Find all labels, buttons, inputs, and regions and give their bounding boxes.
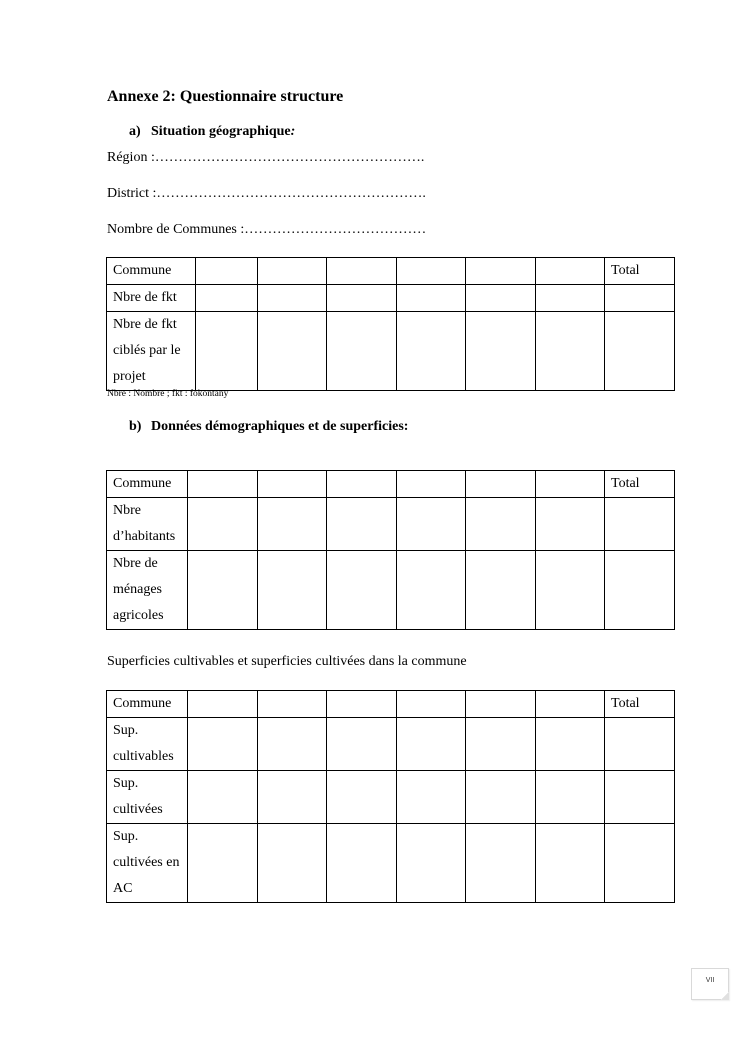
empty-cell (327, 471, 397, 498)
empty-cell (196, 312, 258, 391)
empty-cell (327, 498, 397, 551)
empty-cell (536, 312, 605, 391)
empty-cell (536, 691, 605, 718)
empty-cell (397, 258, 466, 285)
empty-cell (397, 471, 466, 498)
table-header-row (107, 258, 675, 285)
row-label: Nbre de ménages agricoles (107, 551, 188, 630)
empty-cell (258, 471, 327, 498)
table-demographics (106, 470, 675, 630)
section-a-colon: : (290, 124, 296, 139)
row-label: Sup. cultivées (107, 771, 188, 824)
empty-cell (605, 285, 675, 312)
page-title: Annexe 2: Questionnaire structure (107, 88, 344, 105)
empty-cell (536, 471, 605, 498)
header-cell: Commune (107, 258, 196, 285)
empty-cell (605, 498, 675, 551)
page-number-box (691, 968, 729, 1000)
header-cell: Commune (107, 691, 188, 718)
empty-cell (536, 285, 605, 312)
empty-cell (327, 824, 397, 903)
header-cell: Total (605, 471, 675, 498)
empty-cell (327, 285, 397, 312)
table-row (107, 285, 675, 312)
table-row (107, 312, 675, 391)
empty-cell (327, 691, 397, 718)
empty-cell (536, 551, 605, 630)
empty-cell (466, 258, 536, 285)
empty-cell (466, 498, 536, 551)
empty-cell (605, 824, 675, 903)
empty-cell (605, 551, 675, 630)
empty-cell (188, 691, 258, 718)
empty-cell (466, 718, 536, 771)
empty-cell (188, 551, 258, 630)
empty-cell (258, 771, 327, 824)
empty-cell (327, 551, 397, 630)
empty-cell (605, 771, 675, 824)
empty-cell (397, 285, 466, 312)
header-cell: Commune (107, 471, 188, 498)
empty-cell (466, 471, 536, 498)
empty-cell (397, 771, 466, 824)
empty-cell (397, 718, 466, 771)
empty-cell (397, 312, 466, 391)
section-b-title: Données démographiques et de superficies: (151, 419, 409, 434)
empty-cell (327, 312, 397, 391)
empty-cell (466, 285, 536, 312)
empty-cell (258, 551, 327, 630)
table-header-row (107, 691, 675, 718)
empty-cell (536, 824, 605, 903)
empty-cell (188, 824, 258, 903)
empty-cell (605, 312, 675, 391)
district-field: District :…………………………………………………. (107, 186, 426, 201)
empty-cell (327, 258, 397, 285)
empty-cell (397, 691, 466, 718)
empty-cell (397, 824, 466, 903)
superficies-text: Superficies cultivables et superficies cultivées dans la commune (107, 654, 467, 669)
row-label: Nbre d’habitants (107, 498, 188, 551)
empty-cell (327, 718, 397, 771)
empty-cell (466, 551, 536, 630)
empty-cell (258, 312, 327, 391)
empty-cell (188, 498, 258, 551)
empty-cell (188, 771, 258, 824)
table-row (107, 551, 675, 630)
empty-cell (196, 258, 258, 285)
empty-cell (536, 718, 605, 771)
empty-cell (258, 824, 327, 903)
empty-cell (258, 498, 327, 551)
section-b-heading (129, 419, 408, 435)
empty-cell (536, 771, 605, 824)
table-header-row (107, 471, 675, 498)
empty-cell (466, 312, 536, 391)
region-field: Région :…………………………………………………. (107, 150, 425, 165)
empty-cell (466, 691, 536, 718)
communes-field: Nombre de Communes :………………………………… (107, 222, 427, 237)
empty-cell (188, 471, 258, 498)
footnote: Nbre : Nombre ; fkt : fokontany (107, 389, 229, 399)
empty-cell (327, 771, 397, 824)
section-a-marker: a) (129, 124, 141, 139)
empty-cell (466, 824, 536, 903)
table-communes-fkt (106, 257, 675, 391)
section-a-title: Situation géographique (151, 124, 291, 139)
empty-cell (536, 258, 605, 285)
empty-cell (258, 718, 327, 771)
table-row (107, 824, 675, 903)
page-number: VII (705, 977, 715, 984)
empty-cell (397, 498, 466, 551)
empty-cell (605, 718, 675, 771)
page-fold-corner (721, 992, 729, 1000)
empty-cell (466, 771, 536, 824)
row-label: Nbre de fkt ciblés par le projet (107, 312, 196, 391)
empty-cell (196, 285, 258, 312)
section-a-heading (129, 124, 295, 140)
empty-cell (258, 258, 327, 285)
row-label: Sup. cultivables (107, 718, 188, 771)
empty-cell (258, 285, 327, 312)
section-b-marker: b) (129, 419, 142, 434)
empty-cell (188, 718, 258, 771)
empty-cell (258, 691, 327, 718)
table-superficies (106, 690, 675, 903)
header-cell: Total (605, 258, 675, 285)
table-row (107, 771, 675, 824)
table-row (107, 498, 675, 551)
row-label: Nbre de fkt (107, 285, 196, 312)
empty-cell (397, 551, 466, 630)
empty-cell (536, 498, 605, 551)
table-row (107, 718, 675, 771)
header-cell: Total (605, 691, 675, 718)
row-label: Sup. cultivées en AC (107, 824, 188, 903)
